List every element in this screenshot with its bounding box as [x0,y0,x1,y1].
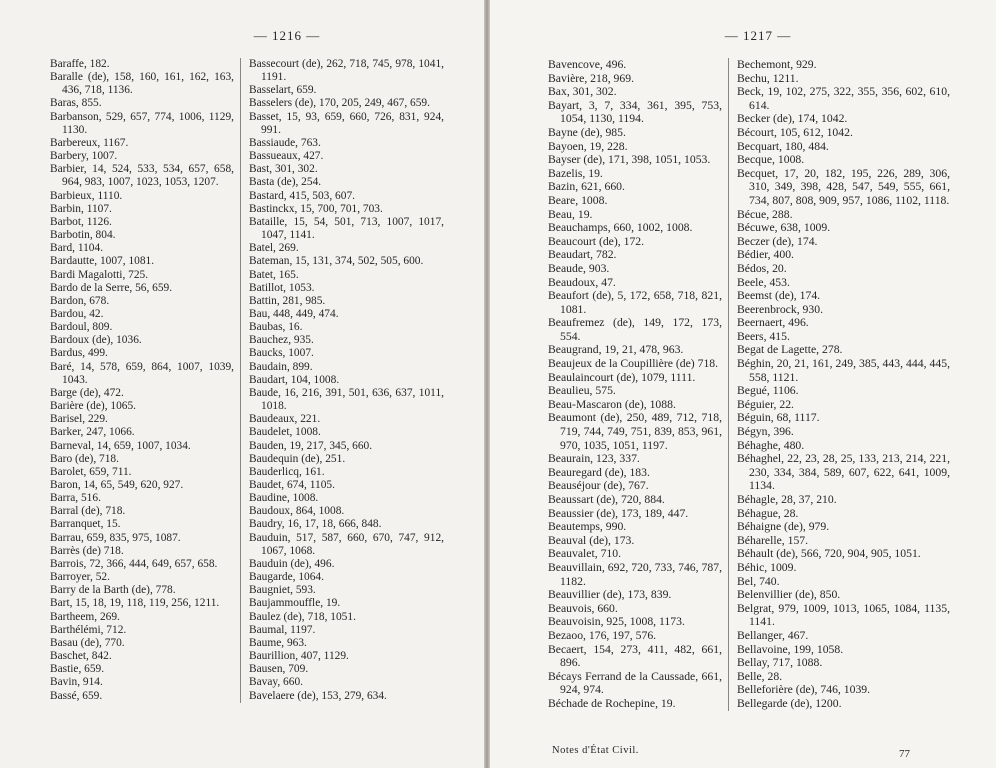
index-entry: Baurillion, 407, 1129. [249,650,349,663]
index-entry: Bassecourt (de), 262, 718, 745, 978, 1041, 1191. [249,58,444,84]
index-entry: Bardoux (de), 1036. [50,334,142,347]
index-entry: Belle, 28. [737,669,783,683]
index-entry: Baudry, 16, 17, 18, 666, 848. [249,518,382,531]
index-entry: Begat de Lagette, 278. [737,343,843,357]
index-entry: Bechu, 1211. [737,71,799,85]
index-entry: Bellavoine, 199, 1058. [737,642,844,656]
index-entry: Bastard, 415, 503, 607. [249,189,355,202]
index-entry: Bauden, 19, 217, 345, 660. [249,439,373,452]
index-entry: Basselers (de), 170, 205, 249, 467, 659. [249,97,430,110]
index-entry: Becque, 1008. [737,153,805,167]
index-entry: Béharelle, 157. [737,533,809,547]
index-entry: Beaumont (de), 250, 489, 712, 718, 719, 744, 749, 751, 839, 853, 961, 970, 1035, 1051, 1197. [548,411,722,452]
index-entry: Basau (de), 770. [50,636,125,649]
index-entry: Bauchez, 935. [249,334,314,347]
index-entry: Barthélémi, 712. [50,623,127,636]
index-entry: Barbanson, 529, 657, 774, 1006, 1129, 1130. [50,110,234,136]
index-entry: Bardoul, 809. [50,321,113,334]
index-entry: Bayoen, 19, 228. [548,139,628,153]
index-entry: Bardou, 42. [50,307,104,320]
index-entry: Bataille, 15, 54, 501, 713, 1007, 1017, 1047, 1141. [249,215,444,242]
index-entry: Belgrat, 979, 1009, 1013, 1065, 1084, 1135, 1141. [737,601,950,629]
index-entry: Barral (de), 718. [50,505,126,518]
index-entry: Beaufremez (de), 149, 172, 173, 554. [548,316,722,343]
index-entry: Beczer (de), 174. [737,234,818,248]
index-entry: Bellay, 717, 1088. [737,656,823,670]
index-entry: Baudequin (de), 251. [249,452,346,465]
index-entry: Baschet, 842. [50,650,112,663]
index-entry: Beaudoux, 47. [548,275,616,289]
index-entry: Bazelis, 19. [548,166,603,180]
index-entry: Batillot, 1053. [249,281,315,294]
index-entry: Baro (de), 718. [50,452,119,465]
index-entry: Beautemps, 990. [548,520,627,534]
index-entry: Bard, 1104. [50,242,104,255]
index-entry: Beauvois, 660. [548,601,618,615]
index-entry: Bastinckx, 15, 700, 701, 703. [249,202,383,215]
index-entry: Barbieux, 1110. [50,189,123,202]
index-entry: Belleforière (de), 746, 1039. [737,683,871,697]
index-entry: Beele, 453. [737,275,790,289]
index-entry: Barière (de), 1065. [50,400,137,413]
index-entry: Baraffe, 182. [50,58,110,70]
index-entry: Beauval (de), 173. [548,533,635,547]
index-entry: Beaucourt (de), 172. [548,234,645,248]
index-entry: Beauséjour (de), 767. [548,479,649,493]
index-entry: Beauchamps, 660, 1002, 1008. [548,221,693,235]
index-entry: Béhaigne (de), 979. [737,520,830,534]
index-entry: Béghin, 20, 21, 161, 249, 385, 443, 444, 445, 558, 1121. [737,357,950,384]
index-entry: Beck, 19, 102, 275, 322, 355, 356, 602, 610, 614. [737,85,950,112]
index-entry: Basselart, 659. [249,84,317,97]
index-entry: Becaert, 154, 273, 411, 482, 661, 896. [548,642,722,670]
footer-note: Notes d'État Civil. [552,745,639,756]
right-column-2 [728,58,950,711]
index-entry: Beaudart, 782. [548,248,617,262]
left-column-1 [50,58,240,703]
index-entry: Baudart, 104, 1008. [249,373,340,386]
index-entry: Beaussart (de), 720, 884. [548,493,665,506]
index-entry: Bateman, 15, 131, 374, 502, 505, 600. [249,255,424,268]
index-entry: Barbot, 1126. [50,215,112,228]
index-entry: Barra, 516. [50,492,101,505]
index-entry: Barisel, 229. [50,413,108,426]
index-entry: Beau-Mascaron (de), 1088. [548,397,676,411]
index-entry: Bellegarde (de), 1200. [737,696,842,710]
index-entry: Basta (de), 254. [249,176,322,189]
index-entry: Beaufort (de), 5, 172, 658, 718, 821, 1081. [548,289,722,316]
index-entry: Bast, 301, 302. [249,163,318,176]
index-entry: Béhaghel, 22, 23, 28, 25, 133, 213, 214, 221, 230, 334, 384, 589, 607, 622, 641, 1009, 1134. [737,452,950,493]
index-entry: Bazin, 621, 660. [548,180,625,194]
index-entry: Beaurain, 123, 337. [548,452,640,466]
index-entry: Bavelaere (de), 153, 279, 634. [249,689,387,702]
index-entry: Barker, 247, 1066. [50,426,135,439]
index-entry: Beaude, 903. [548,261,610,275]
index-entry: Bardo de la Serre, 56, 659. [50,281,173,294]
index-entry: Beaulieu, 575. [548,384,616,398]
index-entry: Bartheem, 269. [50,610,120,623]
index-entry: Barolet, 659, 711. [50,465,132,478]
index-entry: Béhague, 28. [737,506,799,520]
index-entry: Baudelet, 1008. [249,426,321,439]
index-entry: Beaugrand, 19, 21, 478, 963. [548,343,684,357]
index-entry: Bardon, 678. [50,294,110,307]
index-entry: Baron, 14, 65, 549, 620, 927. [50,479,184,491]
index-entry: Beauvalet, 710. [548,547,622,561]
index-entry: Barroyer, 52. [50,571,110,584]
left-page-number: — 1216 — [253,28,321,43]
index-entry: Baulez (de), 718, 1051. [249,610,356,623]
index-entry: Bel, 740. [737,574,780,588]
index-entry: Bardus, 499. [50,347,108,360]
index-entry: Bavière, 218, 969. [548,71,635,85]
index-entry: Beernaert, 496. [737,316,809,330]
index-entry: Barbereux, 1167. [50,136,129,149]
index-entry: Becquet, 17, 20, 182, 195, 226, 289, 306, 310, 349, 398, 428, 547, 549, 555, 661, 734, 807, 808, 909, 957, 1086, 1102, 1118. [737,166,950,207]
index-entry: Baudoux, 864, 1008. [249,505,345,518]
index-entry: Bastie, 659. [50,663,105,676]
index-entry: Béhault (de), 566, 720, 904, 905, 1051. [737,547,921,561]
index-entry: Bauduin (de), 496. [249,557,335,570]
index-entry: Baudine, 1008. [249,492,319,505]
index-entry: Bau, 448, 449, 474. [249,307,339,320]
index-entry: Batel, 269. [249,242,299,255]
index-entry: Barneval, 14, 659, 1007, 1034. [50,439,191,452]
index-entry: Béchade de Rochepine, 19. [548,696,676,710]
index-entry: Becquart, 180, 484. [737,139,829,153]
index-entry: Bezaoo, 176, 197, 576. [548,628,657,642]
index-entry: Barbier, 14, 524, 533, 534, 657, 658, 964, 983, 1007, 1023, 1053, 1207. [50,163,234,189]
index-entry: Bart, 15, 18, 19, 118, 119, 256, 1211. [50,597,220,610]
index-entry: Baubas, 16. [249,321,303,334]
index-entry: Basset, 15, 93, 659, 660, 726, 831, 924, 991. [249,110,444,136]
index-entry: Béguier, 22. [737,397,794,411]
index-entry: Baugniet, 593. [249,584,316,597]
index-entry: Bavay, 660. [249,676,303,689]
index-entry: Baudeaux, 221. [249,413,321,426]
index-entry: Bardi Magalotti, 725. [50,268,149,281]
index-entry: Barrau, 659, 835, 975, 1087. [50,531,181,544]
index-entry: Baujammouffle, 19. [249,597,341,610]
index-entry: Begué, 1106. [737,384,799,398]
left-column-2 [240,58,444,703]
right-page-columns [548,58,968,711]
index-entry: Baumal, 1197. [249,623,316,636]
index-entry: Bax, 301, 302. [548,85,617,99]
index-entry: Batet, 165. [249,268,299,281]
index-entry: Bécuwe, 638, 1009. [737,221,831,235]
index-entry: Barry de la Barth (de), 778. [50,584,176,597]
index-entry: Barranquet, 15. [50,518,121,531]
index-entry: Bécue, 288. [737,207,793,221]
index-entry: Bellanger, 467. [737,628,809,642]
index-entry: Barrès (de) 718. [50,544,124,557]
index-entry: Baume, 963. [249,636,307,649]
index-entry: Beerenbrock, 930. [737,302,824,316]
left-page-columns [50,58,464,703]
index-entry: Barbotin, 804. [50,229,116,242]
index-entry: Béhic, 1009. [737,560,797,574]
index-entry: Bassé, 659. [50,689,103,702]
index-entry: Bayser (de), 171, 398, 1051, 1053. [548,153,711,167]
index-entry: Barbin, 1107. [50,202,112,215]
index-entry: Beauvillain, 692, 720, 733, 746, 787, 1182. [548,560,722,588]
index-entry: Bavencove, 496. [548,58,627,71]
index-entry: Bauderlicq, 161. [249,465,325,478]
index-entry: Bavin, 914. [50,676,103,689]
right-column-1 [548,58,728,711]
index-entry: Bassiaude, 763. [249,136,321,149]
index-entry: Bardautte, 1007, 1081. [50,255,155,268]
index-entry: Béhagle, 28, 37, 210. [737,493,837,506]
left-page [0,0,484,768]
index-entry: Belenvillier (de), 850. [737,588,841,602]
index-entry: Beers, 415. [737,329,790,343]
index-entry: Bécourt, 105, 612, 1042. [737,125,853,139]
index-entry: Baucks, 1007. [249,347,314,360]
index-entry: Battin, 281, 985. [249,294,326,307]
index-entry: Beaulaincourt (de), 1079, 1111. [548,370,696,384]
index-entry: Bécays Ferrand de la Caussade, 661, 924, 974. [548,669,722,697]
index-entry: Bausen, 709. [249,663,309,676]
right-page [490,0,996,768]
index-entry: Bédos, 20. [737,261,787,275]
index-entry: Bayart, 3, 7, 334, 361, 395, 753, 1054, 1130, 1194. [548,98,722,126]
index-entry: Baudain, 899. [249,360,313,373]
index-entry: Baude, 16, 216, 391, 501, 636, 637, 1011, 1018. [249,386,444,413]
index-entry: Bégyn, 396. [737,425,794,439]
index-entry: Beauvillier (de), 173, 839. [548,588,672,602]
index-entry: Barrois, 72, 366, 444, 649, 657, 658. [50,557,218,570]
index-entry: Bayne (de), 985. [548,125,626,139]
index-entry: Barge (de), 472. [50,386,124,399]
index-entry: Beare, 1008. [548,193,608,207]
index-entry: Beauregard (de), 183. [548,465,650,479]
index-entry: Baré, 14, 578, 659, 864, 1007, 1039, 1043. [50,360,234,386]
index-entry: Beaujeux de la Coupillière (de) 718. [548,357,719,371]
index-entry: Baralle (de), 158, 160, 161, 162, 163, 436, 718, 1136. [50,71,234,97]
index-entry: Barbery, 1007. [50,150,118,163]
index-entry: Bédier, 400. [737,248,794,262]
index-entry: Beaussier (de), 173, 189, 447. [548,506,689,520]
index-entry: Beau, 19. [548,207,593,221]
index-entry: Beauvoisin, 925, 1008, 1173. [548,615,685,629]
index-entry: Béguin, 68, 1117. [737,411,820,425]
index-entry: Bassueaux, 427. [249,150,324,163]
index-entry: Béhaghe, 480. [737,438,805,452]
index-entry: Baugarde, 1064. [249,571,324,584]
right-page-number: — 1217 — [724,28,792,43]
index-entry: Baras, 855. [50,97,102,110]
index-entry: Bauduin, 517, 587, 660, 670, 747, 912, 1067, 1068. [249,531,444,557]
index-entry: Baudet, 674, 1105. [249,479,335,491]
index-entry: Beemst (de), 174. [737,289,821,303]
index-entry: Bechemont, 929. [737,58,817,71]
index-entry: Becker (de), 174, 1042. [737,112,848,126]
folio-number: 77 [899,748,910,760]
